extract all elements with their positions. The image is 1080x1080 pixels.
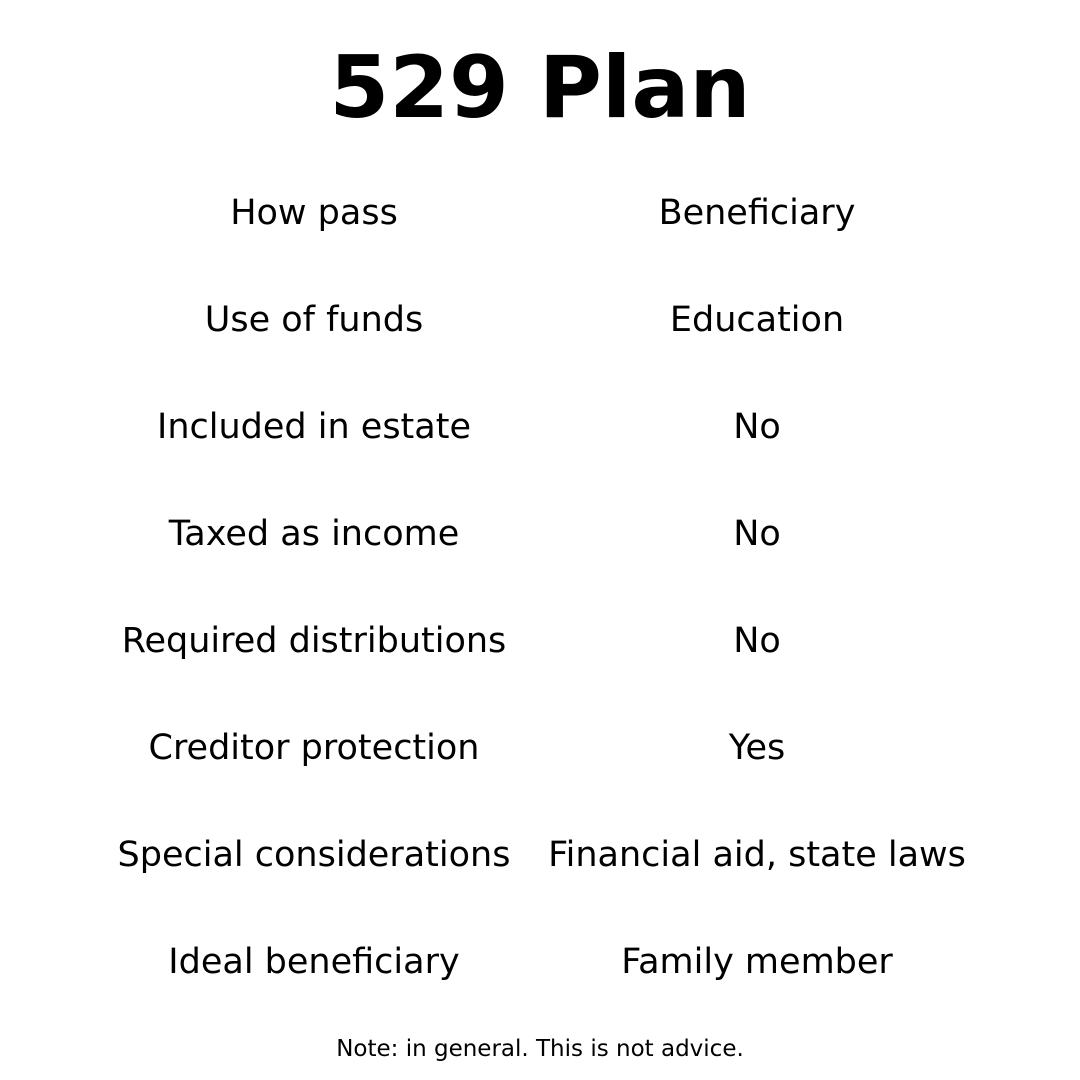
table-row — [0, 402, 1080, 452]
row-label-required-distributions: Required distributions — [121, 621, 507, 661]
row-value-special-considerations: Financial aid, state laws — [548, 835, 966, 875]
row-label-taxed-as-income: Taxed as income — [168, 514, 460, 554]
row-value-included-in-estate: No — [733, 407, 781, 447]
row-label-ideal-beneficiary: Ideal beneficiary — [168, 942, 460, 982]
table-row — [0, 509, 1080, 559]
row-value-ideal-beneficiary: Family member — [621, 942, 893, 982]
table-row — [0, 830, 1080, 880]
disclaimer-note: Note: in general. This is not advice. — [336, 1036, 744, 1062]
row-value-required-distributions: No — [733, 621, 781, 661]
table-row — [0, 937, 1080, 987]
row-value-creditor-protection: Yes — [728, 728, 786, 768]
table-row — [0, 188, 1080, 238]
table-row — [0, 616, 1080, 666]
row-label-how-pass: How pass — [230, 193, 398, 233]
row-label-creditor-protection: Creditor protection — [148, 728, 480, 768]
row-value-use-of-funds: Education — [669, 300, 845, 340]
row-label-included-in-estate: Included in estate — [157, 407, 471, 447]
table-row — [0, 723, 1080, 773]
row-label-special-considerations: Special considerations — [117, 835, 511, 875]
table-row — [0, 295, 1080, 345]
row-label-use-of-funds: Use of funds — [204, 300, 424, 340]
row-value-how-pass: Beneficiary — [658, 193, 856, 233]
page-title: 529 Plan — [329, 38, 751, 138]
row-value-taxed-as-income: No — [733, 514, 781, 554]
